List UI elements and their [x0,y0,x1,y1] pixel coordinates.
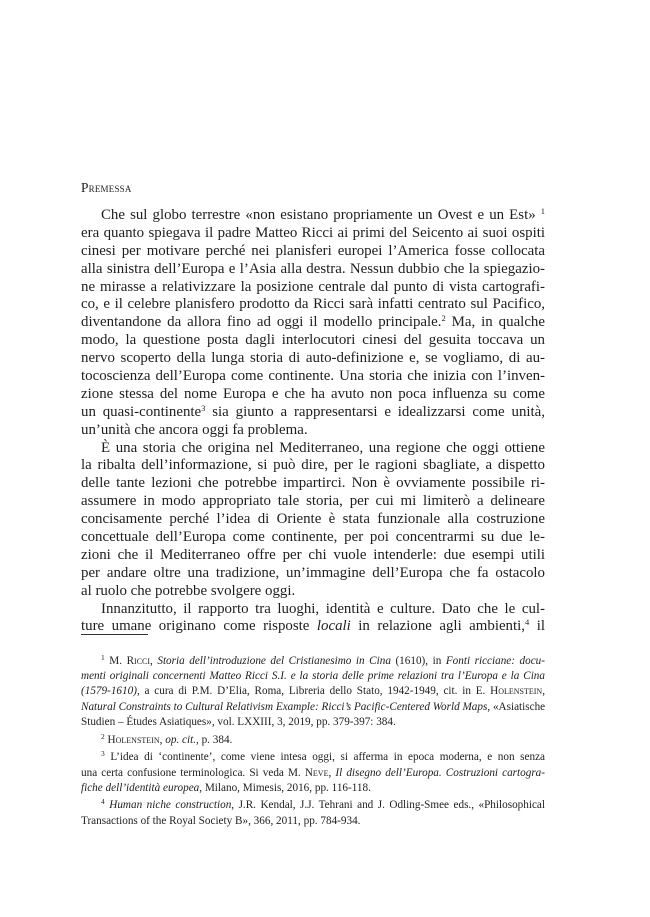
footnote-line: Transactions of the Royal Society B», 366, 2011, pp. 784-934. [81,814,361,827]
text-line: assumere in modo appropriato tale storia, per cui mi limiterò a delineare [81,493,545,510]
text-line: un quasi-continente$^3$ sia giunto a rappresentarsi e idealizzarsi come unità, [81,402,545,420]
text-line: concisamente perché l’idea di Oriente è stata funzionale alla costruzione [81,511,545,528]
text-line: delle tante lezioni che potrebbe impartirci. Non è ovviamente possibile ri- [81,475,545,492]
footnote-line: $^4$ Human niche construction, J.R. Kendal, J.J. Tehrani and J. Odling-Smee eds., «Philosophical [101,797,545,812]
text-line: tocoscienza dell’Europa come continente. Una storia che inizia con l’inven- [81,368,545,385]
footnote-line: $^1$ M. Ricci, Storia dell’introduzione del Cristianesimo in Cina (1610), in Fonti ricciane: docu- [101,653,545,667]
text-line: per andare oltre una tradizione, un’immagine dell’Europa che fa ostacolo [81,564,545,581]
footnote-ref-3[interactable]: 3 [201,402,206,413]
footnote-line: fiche dell’identità europea, Milano, Mimesis, 2016, pp. 116-118. [81,781,371,794]
footnote-divider [81,634,148,635]
text-line: un’unità che ancora oggi fa problema. [81,421,308,438]
footnote-line: (1579-1610), a cura di P.M. D’Elia, Roma, Libreria dello Stato, 1942-1949, cit. in E. Holenstein, [81,685,545,698]
footnote-ref-2[interactable]: 2 [441,313,446,324]
text-line: era quanto spiegava il padre Matteo Ricci ai primi del Seicento ai suoi ospiti [81,224,545,241]
text-line: co, e il celebre planisfero prodotto da Ricci sarà infatti centrato sul Pacifico, [81,296,545,313]
footnote-line: Studien – Études Asiatiques», vol. LXXIII, 3, 2019, pp. 379-397: 384. [81,715,396,728]
text-line: ne mirasse a relativizzare la posizione centrale dal punto di vista cartografi- [81,278,545,295]
text-line: al ruolo che potrebbe svolgere oggi. [81,582,296,599]
text-line: la ribalta dell’informazione, si può dire, per le ragioni sbagliate, a dispetto [81,457,545,474]
text-line: modo, la questione posta dagli interlocutori cinesi del gesuita toccava un [81,332,545,349]
text-line: zione stessa del nome Europa e che ha avuto non poca influenza su come [81,385,545,402]
text-line: nervo scoperto della lunga storia di auto-definizione e, se vogliamo, di au- [81,350,545,367]
text-line: diventandone da allora fino ad oggi il modello principale.$^2$ Ma, in qualche [81,313,545,331]
text-line: È una storia che origina nel Mediterraneo, una regione che oggi ottiene [101,439,545,456]
section-heading: Premessa [81,180,132,195]
text-line: cinesi per motivare perché nei planisferi europei l’America fosse collocata [81,242,545,259]
body-text [81,207,545,636]
text-line: Che sul globo terrestre «non esistano propriamente un Ovest e un Est» $^1$ [101,206,545,223]
footnote-ref-1[interactable]: 1 [540,206,545,216]
footnote-line: $^2$ Holenstein, op. cit., p. 384. [101,731,233,746]
footnote-1 [81,654,545,730]
footnote-number: 3 [101,749,105,759]
text-line: alla sinistra dell’Europa e l’Asia alla destra. Nessun dubbio che la spiegazio- [81,260,545,277]
footnotes [81,654,545,831]
footnote-number: 1 [101,653,105,662]
footnote-number: 4 [101,797,105,807]
text-line: zioni che il Mediterraneo offre per chi vuole intenderle: due esempi utili [81,546,545,563]
text-line: concettuale dell’Europa come continente, per poi concentrarmi su due le- [81,529,545,546]
footnote-line: Natural Constraints to Cultural Relativism Example: Ricci’s Pacific-Centered World Maps, «Asiatische [81,700,546,713]
footnote-line: menti originali concernenti Matteo Ricci S.I. e la storia delle prime relazioni tra l’Europa e la Cina [81,670,545,683]
footnote-line: $^3$ L’idea di ‘continente’, come viene intesa oggi, si afferma in epoca moderna, e non senza [101,749,546,764]
footnote-3 [81,750,545,796]
footnote-4 [81,798,545,828]
text-line: ture umane originano come risposte locali in relazione agli ambienti,$^4$ il [81,617,546,635]
footnote-2 [81,733,545,748]
footnote-ref-4[interactable]: 4 [525,617,530,628]
footnote-number: 2 [101,731,105,741]
book-page [81,0,545,917]
footnote-line: una certa confusione terminologica. Si veda M. Neve, Il disegno dell’Europa. Costruzioni cartogra- [81,766,546,779]
text-line: Innanzitutto, il rapporto tra luoghi, identità e culture. Dato che le cul- [101,600,545,617]
